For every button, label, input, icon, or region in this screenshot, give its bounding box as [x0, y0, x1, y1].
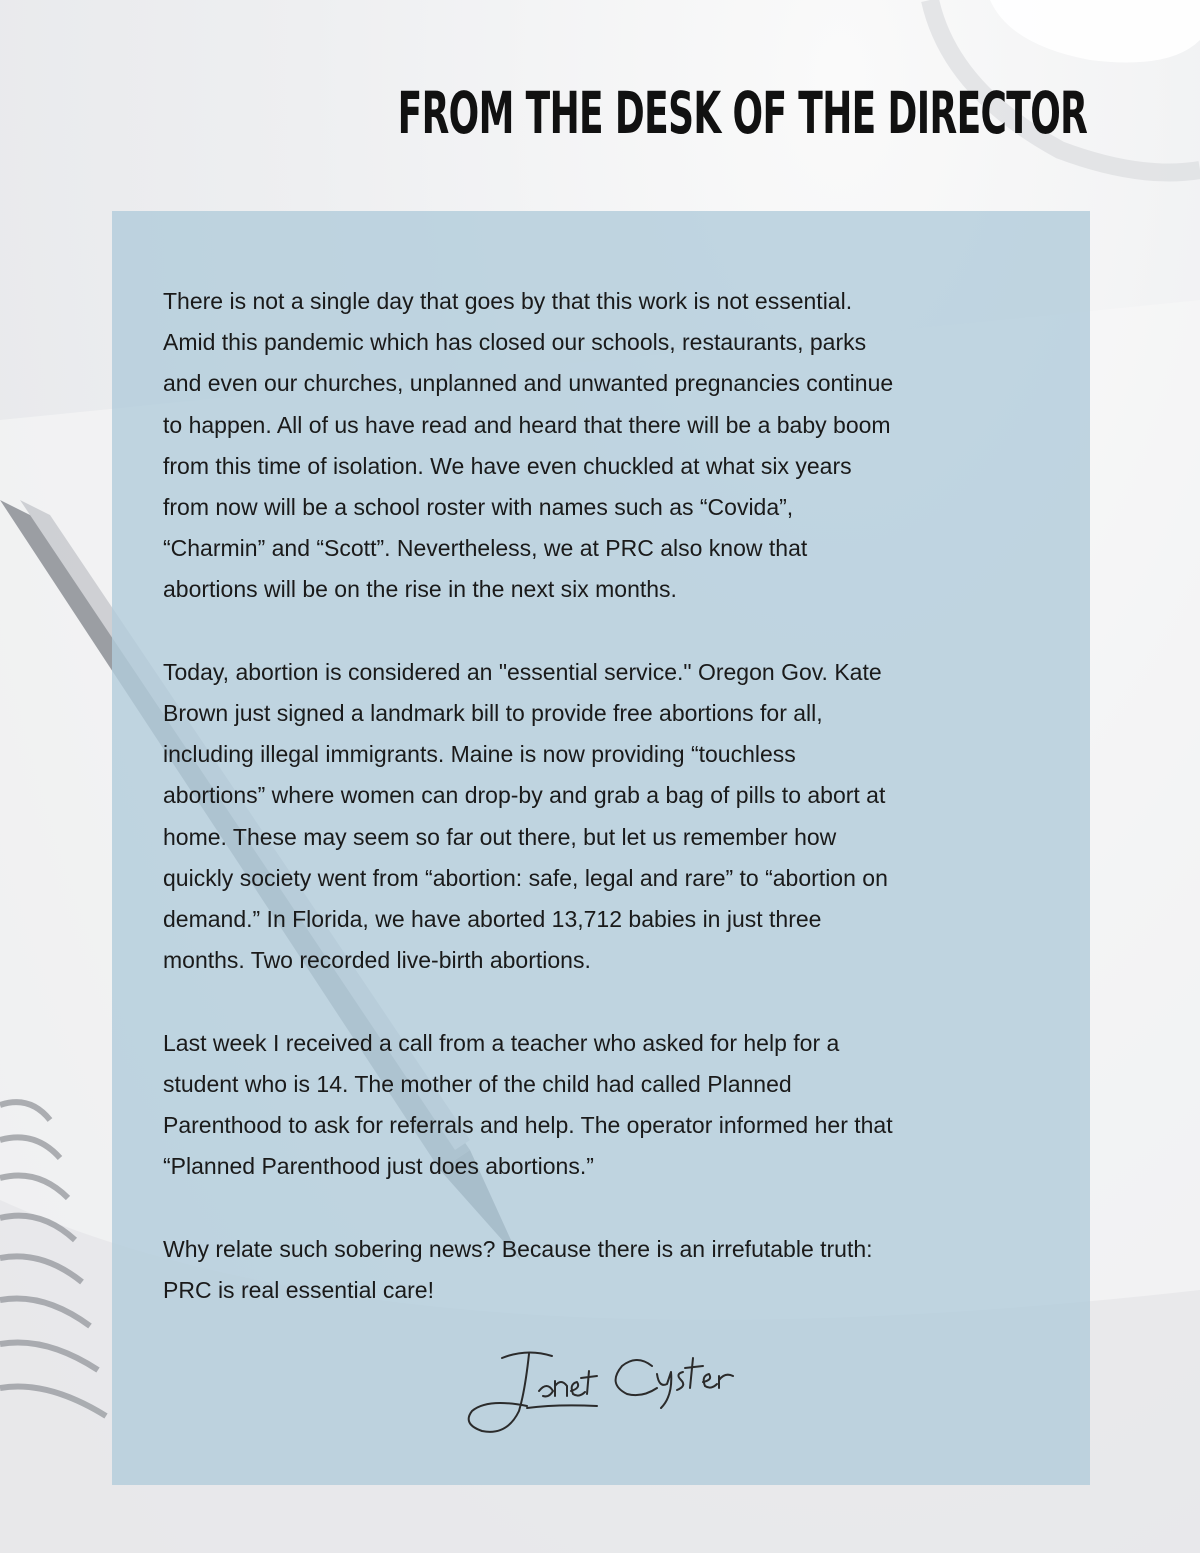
letter-paragraph: Last week I received a call from a teacher who asked for help for a student who is 14. The mother of the child had called Planned Parenthood to ask for referrals and help. The operator informed her that “Planned Parenthood just does abortions.” — [163, 1029, 893, 1180]
letter-panel — [112, 211, 1090, 1485]
cup-shape — [990, 0, 1200, 63]
letter-body — [163, 281, 1043, 1352]
letter-paragraph: There is not a single day that goes by that this work is not essential. Amid this pandemic which has closed our schools, restaurants, parks and even our churches, unplanned and unwanted pregnancies continue to happen. All of us have read and heard that there will be a baby boom from this time of isolation. We have even chuckled at what six years from now will be a school roster with names such as “Covida”, “Charmin” and “Scott”. Nevertheless, we at PRC also know that abortions will be on the rise in the next six months. — [163, 288, 894, 603]
letter-paragraph: Why relate such sobering news? Because there is an irrefutable truth: PRC is real essential care! — [163, 1235, 873, 1303]
letter-paragraph: Today, abortion is considered an "essential service." Oregon Gov. Kate Brown just signed a landmark bill to provide free abortions for all, including illegal immigrants. Maine is now providing “touchless abortions” where women can drop-by and grab a bag of pills to abort at home. These may seem so far out there, but let us remember how quickly society went from “abortion: safe, legal and rare” to “abortion on demand.” In Florida, we have aborted 13,712 babies in just three months. Two recorded live-birth abortions. — [163, 658, 888, 974]
signature-image — [457, 1336, 757, 1446]
page-title: FROM THE DESK OF THE DIRECTOR — [397, 79, 1087, 147]
